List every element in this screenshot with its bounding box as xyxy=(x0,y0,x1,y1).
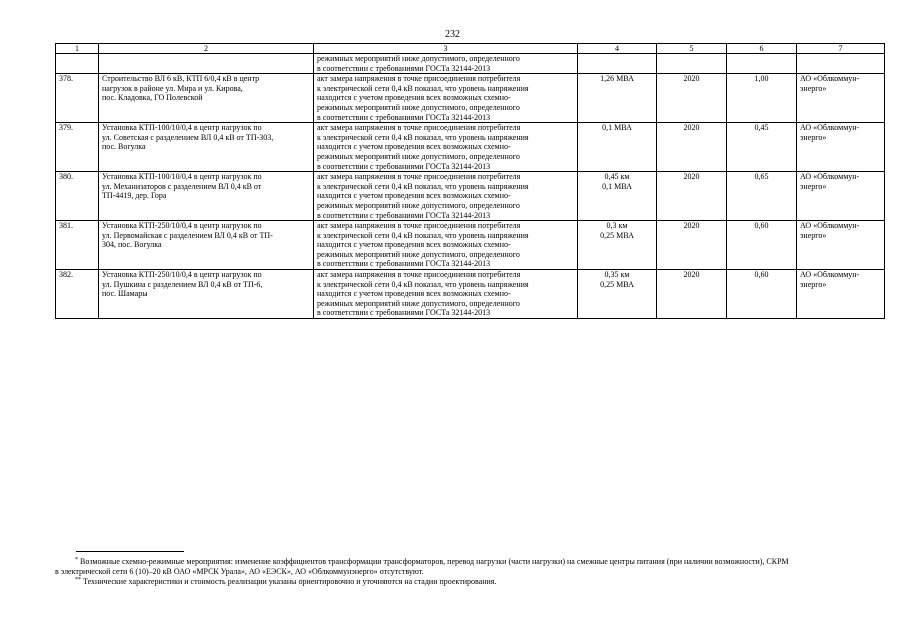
cell-line: энерго» xyxy=(800,132,827,142)
cell-line: 304, пос. Вогулка xyxy=(102,240,162,250)
justification-cell xyxy=(314,54,578,74)
year-cell: 2020 xyxy=(657,172,727,221)
cell-line: в соответствии с требованиями ГОСТа 32144-2013 xyxy=(317,112,491,122)
cell-line: ул. Пушкина с разделением ВЛ 0,4 кВ от ТП-6, xyxy=(102,279,263,289)
cell-line: АО «Облкоммун- xyxy=(800,74,860,84)
cell-line: акт замера напряжения в точке присоединения потребителя xyxy=(317,221,521,231)
year-cell: 2020 xyxy=(657,74,727,123)
cell-line: АО «Облкоммун- xyxy=(800,270,860,280)
cell-line: Установка КТП-100/10/0,4 в центр нагрузок по xyxy=(102,172,262,182)
cost-cell: 0,60 xyxy=(727,270,797,319)
cell-line: акт замера напряжения в точке присоединения потребителя xyxy=(317,123,521,133)
table-row xyxy=(56,221,885,270)
table-body xyxy=(56,54,885,319)
cell-line: режимных мероприятий ниже допустимого, определенного xyxy=(317,298,520,308)
capacity-cell xyxy=(578,270,657,319)
cell-line: в соответствии с требованиями ГОСТа 32144-2013 xyxy=(317,259,491,269)
footnote-line xyxy=(55,567,890,577)
organization-cell xyxy=(797,74,885,123)
cost-cell: 0,45 xyxy=(727,123,797,172)
project-name-cell xyxy=(99,54,314,74)
footnote-line xyxy=(55,577,890,587)
year-cell: 2020 xyxy=(657,270,727,319)
row-number-cell: 378. xyxy=(56,74,99,123)
footnote-mark: * xyxy=(75,557,78,563)
justification-cell xyxy=(314,74,578,123)
cell-line: режимных мероприятий ниже допустимого, определенного xyxy=(317,151,520,161)
row-number-cell: 379. xyxy=(56,123,99,172)
justification-cell xyxy=(314,123,578,172)
cell-line: 0,45 км xyxy=(604,172,630,182)
cell-line: Установка КТП-250/10/0,4 в центр нагрузок по xyxy=(102,221,262,231)
project-name-cell xyxy=(99,221,314,270)
column-header-2: 2 xyxy=(99,44,314,54)
cost-cell: 0,60 xyxy=(727,221,797,270)
cell-line: АО «Облкоммун- xyxy=(800,123,860,133)
footnote-text: Технические характеристики и стоимость реализации указаны ориентировочно и уточняются на стадии проектирования. xyxy=(83,577,497,587)
organization-cell xyxy=(797,54,885,74)
cell-line: в соответствии с требованиями ГОСТа 32144-2013 xyxy=(317,63,491,73)
column-header-6: 6 xyxy=(727,44,797,54)
cell-line: пос. Шамары xyxy=(102,289,148,299)
year-cell: 2020 xyxy=(657,221,727,270)
cell-line: находится с учетом проведения всех возможных схемно- xyxy=(317,93,511,103)
cell-line: Строительство ВЛ 6 кВ, КТП 6/0,4 кВ в центр xyxy=(102,74,260,84)
justification-cell xyxy=(314,221,578,270)
capacity-cell xyxy=(578,221,657,270)
column-header-4: 4 xyxy=(578,44,657,54)
cell-line: в соответствии с требованиями ГОСТа 32144-2013 xyxy=(317,161,491,171)
investment-table xyxy=(55,43,885,319)
cell-line: находится с учетом проведения всех возможных схемно- xyxy=(317,289,511,299)
cell-line: режимных мероприятий ниже допустимого, определенного xyxy=(317,54,520,63)
cell-line: акт замера напряжения в точке присоединения потребителя xyxy=(317,74,521,84)
capacity-cell xyxy=(578,123,657,172)
cell-line: АО «Облкоммун- xyxy=(800,172,860,182)
cell-line: ул. Первомайская с разделением ВЛ 0,4 кВ от ТП- xyxy=(102,230,273,240)
cell-line: находится с учетом проведения всех возможных схемно- xyxy=(317,240,511,250)
page-number: 232 xyxy=(445,29,460,40)
project-name-cell xyxy=(99,172,314,221)
cell-line: энерго» xyxy=(800,279,827,289)
column-header-5: 5 xyxy=(657,44,727,54)
cell-line: АО «Облкоммун- xyxy=(800,221,860,231)
organization-cell xyxy=(797,172,885,221)
cell-line: ТП-4419, дер. Гора xyxy=(102,191,167,201)
cell-line: пос. Кладовка, ГО Полевской xyxy=(102,93,203,103)
cell-line: в соответствии с требованиями ГОСТа 32144-2013 xyxy=(317,308,491,318)
table-row xyxy=(56,123,885,172)
cell-line: Установка КТП-250/10/0,4 в центр нагрузок по xyxy=(102,270,262,280)
table-row xyxy=(56,172,885,221)
project-name-cell xyxy=(99,74,314,123)
row-number-cell: 381. xyxy=(56,221,99,270)
justification-cell xyxy=(314,172,578,221)
cell-line: пос. Вогулка xyxy=(102,142,146,152)
table-row xyxy=(56,270,885,319)
cell-line: находится с учетом проведения всех возможных схемно- xyxy=(317,142,511,152)
cell-line: ул. Механизаторов с разделением ВЛ 0,4 кВ от xyxy=(102,181,262,191)
cost-cell: 1,00 xyxy=(727,74,797,123)
cell-line: энерго» xyxy=(800,181,827,191)
row-number-cell: 380. xyxy=(56,172,99,221)
capacity-cell xyxy=(578,54,657,74)
footnote-line xyxy=(55,557,890,567)
cell-line: режимных мероприятий ниже допустимого, определенного xyxy=(317,102,520,112)
capacity-cell xyxy=(578,172,657,221)
justification-cell xyxy=(314,270,578,319)
cost-cell xyxy=(727,54,797,74)
cell-line: к электрической сети 0,4 кВ показал, что уровень напряжения xyxy=(317,181,529,191)
column-header-3: 3 xyxy=(314,44,578,54)
cell-line: находится с учетом проведения всех возможных схемно- xyxy=(317,191,511,201)
capacity-cell xyxy=(578,74,657,123)
project-name-cell xyxy=(99,270,314,319)
cell-line: энерго» xyxy=(800,83,827,93)
organization-cell xyxy=(797,221,885,270)
cell-line: к электрической сети 0,4 кВ показал, что уровень напряжения xyxy=(317,279,529,289)
column-number-row xyxy=(56,44,885,54)
cell-line: 1,26 МВА xyxy=(600,74,634,84)
row-number-cell xyxy=(56,54,99,74)
year-cell: 2020 xyxy=(657,123,727,172)
footnote-mark: ** xyxy=(75,577,81,584)
cell-line: режимных мероприятий ниже допустимого, определенного xyxy=(317,249,520,259)
column-header-7: 7 xyxy=(797,44,885,54)
table-row xyxy=(56,74,885,123)
year-cell xyxy=(657,54,727,74)
project-name-cell xyxy=(99,123,314,172)
row-number-cell: 382. xyxy=(56,270,99,319)
cell-line: нагрузок в районе ул. Мира и ул. Кирова, xyxy=(102,83,243,93)
cell-line: к электрической сети 0,4 кВ показал, что уровень напряжения xyxy=(317,83,529,93)
footnote-separator xyxy=(76,551,184,552)
cell-line: 0,25 МВА xyxy=(600,279,634,289)
footnotes xyxy=(55,557,890,588)
cell-line: 0,35 км xyxy=(604,270,630,280)
cell-line: Установка КТП-100/10/0,4 в центр нагрузок по xyxy=(102,123,262,133)
table-row xyxy=(56,54,885,74)
organization-cell xyxy=(797,123,885,172)
cell-line: в соответствии с требованиями ГОСТа 32144-2013 xyxy=(317,210,491,220)
organization-cell xyxy=(797,270,885,319)
footnote-text: в электрической сети 6 (10)–20 кВ ОАО «МРСК Урала», АО «ЕЭСК», АО «Облкоммунэнерго» отсутствуют. xyxy=(55,567,424,577)
column-header-1: 1 xyxy=(56,44,99,54)
cell-line: акт замера напряжения в точке присоединения потребителя xyxy=(317,270,521,280)
cell-line: к электрической сети 0,4 кВ показал, что уровень напряжения xyxy=(317,230,529,240)
cell-line: режимных мероприятий ниже допустимого, определенного xyxy=(317,200,520,210)
cell-line: 0,1 МВА xyxy=(602,123,632,133)
footnote-text: Возможные схемно-режимные мероприятия: изменение коэффициентов трансформации трансформаторов, перевод нагрузки (части нагрузки) на смежные центры питания (при наличии возможности), СКРМ xyxy=(80,557,789,566)
cell-line: 0,3 км xyxy=(606,221,628,231)
cell-line: к электрической сети 0,4 кВ показал, что уровень напряжения xyxy=(317,132,529,142)
cell-line: 0,1 МВА xyxy=(602,181,632,191)
cell-line: 0,25 МВА xyxy=(600,230,634,240)
cell-line: ул. Советская с разделением ВЛ 0,4 кВ от ТП-303, xyxy=(102,132,274,142)
cell-line: энерго» xyxy=(800,230,827,240)
cell-line: акт замера напряжения в точке присоединения потребителя xyxy=(317,172,521,182)
cost-cell: 0,65 xyxy=(727,172,797,221)
